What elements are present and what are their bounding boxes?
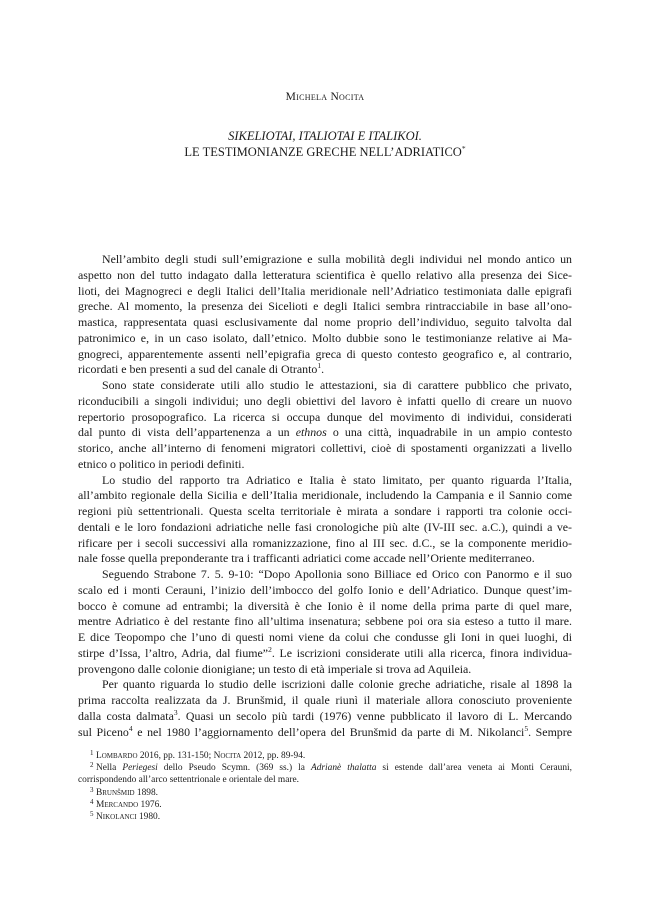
footnote-ref: 3 <box>173 707 178 717</box>
paragraph-2: Sono state considerate utili allo studio le attestazioni, sia di carattere pubblico che privato, riconducibili a singoli individui; uno degli obiettivi del lavoro è infatti quello di creare un nuovo repertorio prosopografico. La ricerca si occupa dunque del movimento di individui, considerati dal punto di vista dell’appartenenza a un ethnos o una città, inquadrabile in un ampio contesto storico, anche all’interno di fenomeni migratori collettivi, cioè di spostamenti organizzati a livello etnico o politico in periodi definiti. <box>78 378 573 471</box>
paragraph-3: Lo studio del rapporto tra Adriatico e Italia è stato limitato, per quanto riguarda l’Italia, all’ambito regionale della Sicilia e dell’Italia meridionale, includendo la Campania e il Sannio come regioni più settentrionali. Questa scelta territoriale è mirata a sondare i rapporti tra colonie occi- dentali e le loro fondazioni adriatiche nelle fasi cronologiche più alte (IV-III sec. a.C.), quindi a ve- rificare per i secoli successivi alla romanizzazione, fino al III sec. d.C., se la componente meridio- nale fosse quella preponderante tra i trafficanti adriatici come accade nell’Oriente mediterraneo. <box>78 472 572 566</box>
footnote-2: 2 Nella Periegesi dello Pseudo Scymn. (369 ss.) la Adrianè thalatta si estende dall’area veneta ai Monti Cerauni, <box>90 761 572 774</box>
footnote-5: 5 Nikolanci 1980. <box>90 810 161 823</box>
title-asterisk: * <box>461 143 466 153</box>
paragraph-5: Per quanto riguarda lo studio delle iscrizioni dalle colonie greche adriatiche, risale al 1898 la prima raccolta realizzata da J. Brunšmid, il quale riunì il materiale allora conosciuto proveniente dalla costa dalmata$^3$. Quasi un secolo più tardi (1976) venne pubblicato il lavoro di L. Mercando sul Piceno$^4$ e nel 1980 l’aggiornamento dell’opera del Brunšmid da parte di M. Nikolanci$^5$. Sempre <box>78 677 572 739</box>
title-line-2: LE TESTIMONIANZE GRECHE NELL’ADRIATICO* <box>184 143 466 159</box>
footnote-3: 3 Brunšmid 1898. <box>90 785 158 798</box>
footnote-ref: 2 <box>268 644 272 654</box>
article-body <box>78 252 572 740</box>
title-line-1: SIKELIOTAI, ITALIOTAI E ITALIKOI. <box>228 129 422 143</box>
footnote-ref: 5 <box>524 723 529 733</box>
footnote-ref: 1 <box>317 361 322 371</box>
footnote-4: 4 Mercando 1976. <box>90 797 162 810</box>
footnote-2-cont: corrispondendo all’arco settentrionale e orientale del mare. <box>78 775 299 786</box>
author-name: Michela Nocita <box>285 91 365 103</box>
paragraph-4: Seguendo Strabone 7. 5. 9-10: “Dopo Apollonia sono Billiace ed Orico con Panormo e il suo scalo ed i monti Cerauni, l’inizio dell’imbocco del golfo Ionio e dell’Adriatico. Dunque quest’im- bocco è comune ad entrambi; la diversità è che Ionio è il nome della prima parte di quel mare, mentre Adriatico è del restante fino all’ultima insenatura; sebbene poi ora sia esteso a tutto il mare. E dice Teopompo che l’uno di questi nomi viene da colui che condusse gli Ioni in quei luoghi, di stirpe d’Issa, l’altro, Adria, dal fiume”$^2$. Le iscrizioni considerate utili alla ricerca, finora individua- provengono dalle colonie dionigiane; un testo di età imperiale si trova ad Aquileia. <box>78 567 572 676</box>
footnote-ref: 4 <box>128 723 133 733</box>
footnotes <box>78 750 572 823</box>
footnote-1: 1 Lombardo 2016, pp. 131-150; Nocita 2012, pp. 89-94. <box>90 749 306 761</box>
article-title <box>0 128 650 160</box>
paragraph-1: Nell’ambito degli studi sull’emigrazione e sulla mobilità degli individui nel mondo antico un aspetto non del tutto indagato dalla letteratura scientifica è quello relativo alla presenza dei Sice- lioti, dei Magnogreci e degli Italici dell’Italia meridionale nell’Adriatico testimoniata dalle epigrafi greche. Al momento, la presenza dei Sicelioti e degli Italici sembra rintracciabile in base all’ono- mastica, rappresentata quasi esclusivamente dal nome proprio dell’individuo, seguito talvolta dal patronimico e, in un caso isolato, dall’etnico. Molto dubbie sono le testimonianze relative ai Ma- gnogreci, apparentemente assenti nell’epigrafia greca di questo contesto geografico e, al contrario, ricordati e ben presenti a sud del canale di Otranto$^1$. <box>78 252 572 377</box>
